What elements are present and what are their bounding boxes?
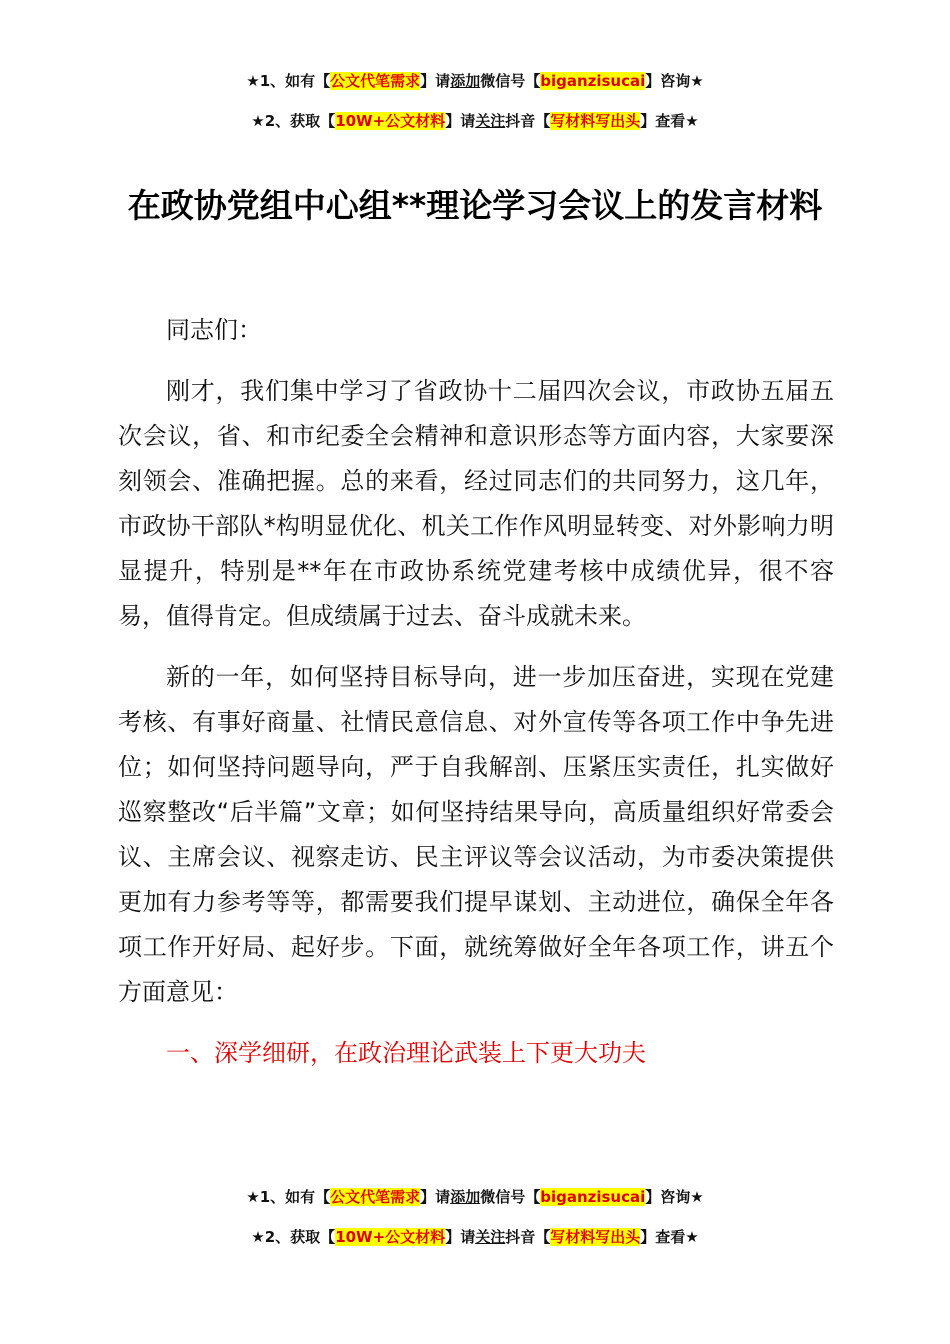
section-heading-1: 一、深学细研，在政治理论武装上下更大功夫 bbox=[166, 1039, 646, 1067]
paragraph-1: 刚才，我们集中学习了省政协十二届四次会议，市政协五届五次会议，省、和市纪委全会精神和意识形态等方面内容，大家要深刻领会、准确把握。总的来看，经过同志们的共同努力，这几年，市政协干部队*构明显优化、机关工作作风明显转变、对外影响力明显提升，特别是**年在市政协系统党建考核中成绩优异，很不容易，值得肯定。但成绩属于过去、奋斗成就未来。 bbox=[118, 377, 834, 630]
paragraph-2: 新的一年，如何坚持目标导向，进一步加压奋进，实现在党建考核、有事好商量、社情民意信息、对外宣传等各项工作中争先进位；如何坚持问题导向，严于自我解剖、压紧压实责任，扎实做好巡察整改“后半篇”文章；如何坚持结果导向，高质量组织好常委会议、主席会议、视察走访、民主评议等会议活动，为市委决策提供更加有力参考等等，都需要我们提早谋划、主动进位，确保全年各项工作开好局、起好步。下面，就统筹做好全年各项工作，讲五个方面意见： bbox=[118, 663, 834, 1006]
highlight-wechat-id: biganzisucai bbox=[540, 1188, 646, 1206]
emphasis-add: 添加 bbox=[450, 72, 481, 90]
highlight-materials: 10W+公文材料 bbox=[335, 1228, 446, 1246]
highlight-service: 公文代笔需求 bbox=[330, 72, 421, 90]
document-title: 在政协党组中心组**理论学习会议上的发言材料 bbox=[127, 186, 823, 225]
highlight-douyin-id: 写材料写出头 bbox=[550, 1228, 641, 1246]
emphasis-add: 添加 bbox=[450, 1188, 481, 1206]
highlight-service: 公文代笔需求 bbox=[330, 1188, 421, 1206]
footer-banner-line-2: ★2、获取【10W+公文材料】请关注抖音【写材料写出头】查看★ bbox=[251, 1228, 699, 1246]
header-banner-line-2: ★2、获取【10W+公文材料】请关注抖音【写材料写出头】查看★ bbox=[251, 112, 699, 130]
header-banner-line-1: ★1、如有【公文代笔需求】请添加微信号【biganzisucai】咨询★ bbox=[246, 72, 704, 90]
salutation: 同志们： bbox=[166, 316, 262, 344]
highlight-douyin-id: 写材料写出头 bbox=[550, 112, 641, 130]
highlight-materials: 10W+公文材料 bbox=[335, 112, 446, 130]
footer-banner-line-1: ★1、如有【公文代笔需求】请添加微信号【biganzisucai】咨询★ bbox=[246, 1188, 704, 1206]
document-body bbox=[118, 308, 834, 1076]
emphasis-follow: 关注 bbox=[475, 1228, 506, 1246]
highlight-wechat-id: biganzisucai bbox=[540, 72, 646, 90]
emphasis-follow: 关注 bbox=[475, 112, 506, 130]
